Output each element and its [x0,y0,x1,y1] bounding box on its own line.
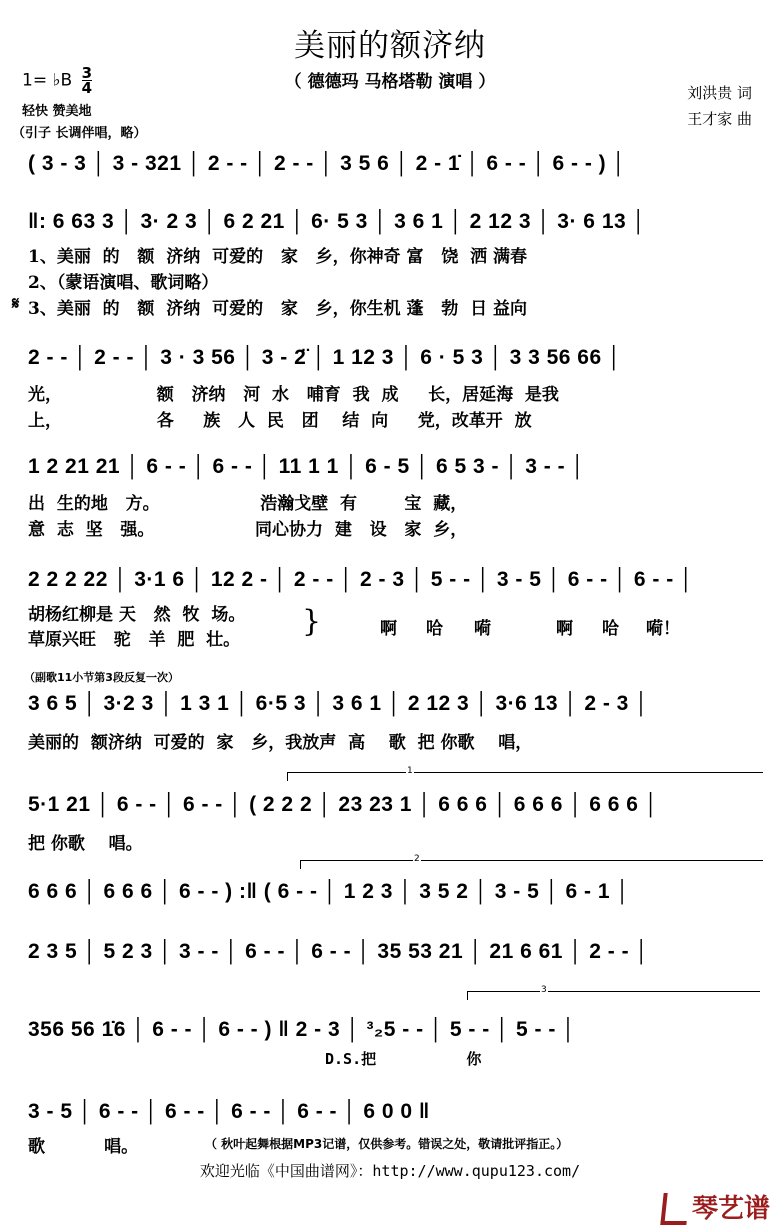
ds-lyrics: D.S.把 你 [325,1050,482,1068]
key-label: 1= ♭B [22,70,73,91]
lyrics-chorus: 美丽的 额济纳 可爱的 家 乡，我放声 高 歌 把 你歌 唱， [28,733,533,753]
lyrics-verse-1: 出 生的地 方。 浩瀚戈壁 有 宝 藏， [28,494,468,514]
transcriber-note: （ 秋叶起舞根据MP3记谱，仅供参考。错误之处，敬请批评指正。） [205,1137,569,1151]
lyrics-verse-1: 胡杨红柳是 天 然 牧 场。 [28,605,246,625]
tempo-marking: 轻快 赞美地 [22,104,92,119]
lyrics-verse-3: 意 志 坚 强。 同心协力 建 设 家 乡， [28,520,468,540]
notes: ‖: 6 63 3 │ 3· 2 3 │ 6 2 21 │ 6· 5 3 │ 3 6 1 │ 2 12 3 │ 3· 6 13 │ [28,210,647,233]
chorus-lyric: 啊 [556,619,573,639]
key-signature [22,66,92,95]
lyrics-final: 歌 唱。 [28,1137,139,1157]
chorus-lyric: 嗬！ [646,619,680,639]
intro-note: （引子 长调伴唱，略） [12,126,147,141]
chorus-lyric: 啊 [380,619,397,639]
chorus-lyric: 哈 [426,619,443,639]
volta-number: 1 [407,766,413,776]
notes: ( 3 - 3 │ 3 - 321 │ 2 - - │ 2 - - │ 3 5 6 │ 2 - 1̇ │ 6 - - │ 6 - - ) │ [28,152,627,175]
logo-text: 琴艺谱 [691,1194,770,1224]
volta-bracket-2 [300,854,763,869]
notes: 3 - 5 │ 6 - - │ 6 - - │ 6 - - │ 6 - - │ 6 0 0 ‖ [28,1100,430,1123]
repeat-annotation: （副歌11小节第3段反复一次） [24,671,179,684]
notes: 2 2 2 22 │ 3·1 6 │ 12 2 - │ 2 - - │ 2 - 3 │ 5 - - │ 3 - 5 │ 6 - - │ 6 - - │ [28,568,694,591]
notes: 2 3 5 │ 5 2 3 │ 3 - - │ 6 - - │ 6 - - │ 35 53 21 │ 21 6 61 │ 2 - - │ [28,940,650,963]
lyrics-ending: 把 你歌 唱。 [28,834,143,854]
notes: 6 6 6 │ 6 6 6 │ 6 - - ) :‖ ( 6 - - │ 1 2 3 │ 3 5 2 │ 3 - 5 │ 6 - 1 │ [28,880,631,903]
lyrics-verse-3: 上， 各 族 人 民 团 结 向 党，改革开 放 [28,411,532,431]
volta-number: 2 [414,854,420,864]
notes: 3 6 5 │ 3·2 3 │ 1 3 1 │ 6·5 3 │ 3 6 1 │ 2 12 3 │ 3·6 13 │ 2 - 3 │ [28,692,649,715]
notes: 2 - - │ 2 - - │ 3 · 3 56 │ 3 - 2̈ │ 1 12 3 │ 6 · 5 3 │ 3 3 56 66 │ [28,346,622,369]
lyrics-verse-3: 草原兴旺 驼 羊 肥 壮。 [28,630,241,650]
song-title: 美丽的额济纳 [294,28,486,64]
site-logo [662,1188,770,1225]
composer: 王才家 曲 [687,110,752,128]
performers: （ 德德玛 马格塔勒 演唱 ） [284,72,496,92]
lyrics-verse-3: 3、美丽 的 额 济纳 可爱的 家 乡，你生机 蓬 勃 日 益向 [28,299,528,319]
time-signature [82,66,92,95]
time-signature-top: 3 [81,64,92,82]
notes: 5·1 21 │ 6 - - │ 6 - - │ ( 2 2 2 │ 23 23 1 │ 6 6 6 │ 6 6 6 │ 6 6 6 │ [28,793,659,816]
lyrics-verse-2: 2、（蒙语演唱、歌词略） [28,273,219,293]
lyrics-verse-1: 1、美丽 的 额 济纳 可爱的 家 乡，你神奇 富 饶 洒 满春 [28,247,528,267]
site-url[interactable]: 欢迎光临《中国曲谱网》：http://www.qupu123.com/ [199,1162,581,1180]
brace: } [302,604,322,639]
time-signature-bottom: 4 [81,79,92,97]
chorus-lyric: 嗬 [474,619,491,639]
volta-bracket-1 [287,766,763,781]
notes: 356 56 1̇6 │ 6 - - │ 6 - - ) ‖ 2 - 3 │ ³₂5 - - │ 5 - - │ 5 - - │ [28,1018,576,1041]
volta-number: 3 [541,985,547,995]
notes: 1 2 21 21 │ 6 - - │ 6 - - │ 11 1 1 │ 6 - 5 │ 6 5 3 - │ 3 - - │ [28,455,586,478]
lyrics-verse-1: 光， 额 济纳 河 水 哺育 我 成 长，居延海 是我 [28,385,559,405]
chorus-lyric: 哈 [602,619,619,639]
lyricist: 刘洪贵 词 [687,84,752,102]
segno-icon: 𝄋 [12,294,20,314]
piano-note-icon [660,1193,689,1225]
volta-bracket-3 [467,985,760,1000]
